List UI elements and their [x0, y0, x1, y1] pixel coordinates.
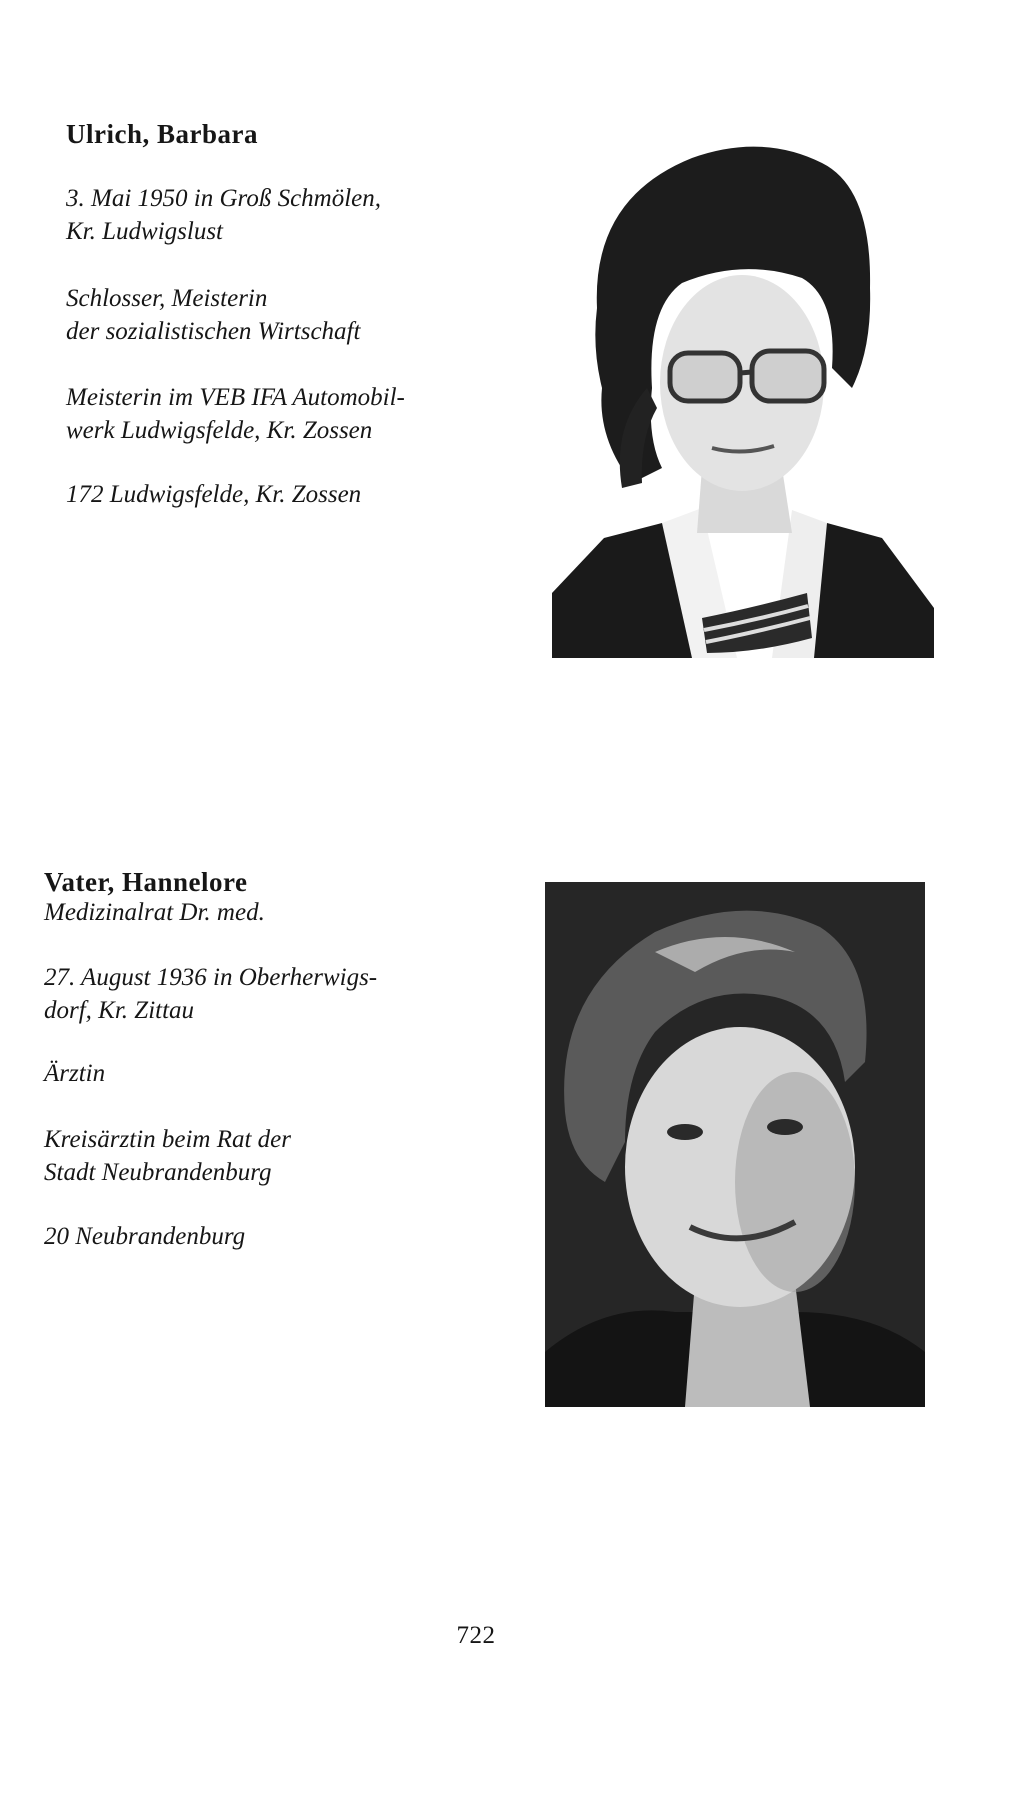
page-number: 722: [456, 1622, 496, 1649]
address-info: 20 Neubrandenburg: [44, 1223, 246, 1250]
address-info: 172 Ludwigsfelde, Kr. Zossen: [66, 481, 362, 508]
portrait-image: [545, 882, 925, 1407]
position-info: [44, 1123, 514, 1189]
portrait-photo-vater: [545, 882, 925, 1407]
position-line: werk Ludwigsfelde, Kr. Zossen: [66, 417, 373, 444]
birth-info: [44, 961, 514, 1027]
birth-line: 3. Mai 1950 in Groß Schmölen,: [66, 185, 382, 212]
birth-line: 27. August 1936 in Oberherwigs-: [44, 964, 378, 991]
academic-title: Medizinalrat Dr. med.: [44, 899, 265, 926]
occupation-info: [66, 282, 536, 348]
occupation-line: der sozialistischen Wirtschaft: [66, 318, 361, 345]
portrait-photo-ulrich: [552, 138, 934, 658]
position-line: Meisterin im VEB IFA Automobil-: [66, 384, 405, 411]
position-info: [66, 381, 536, 447]
position-line: Kreisärztin beim Rat der: [44, 1126, 291, 1153]
birth-info: [66, 182, 536, 248]
entry-ulrich-barbara: [66, 118, 536, 511]
occupation-info: Ärztin: [44, 1060, 106, 1087]
birth-line: Kr. Ludwigslust: [66, 218, 224, 245]
person-name: Vater, Hannelore: [44, 867, 248, 897]
person-name: Ulrich, Barbara: [66, 119, 258, 149]
entry-vater-hannelore: [44, 866, 514, 1253]
occupation-line: Schlosser, Meisterin: [66, 285, 268, 312]
portrait-image: [552, 138, 934, 658]
birth-line: dorf, Kr. Zittau: [44, 997, 195, 1024]
position-line: Stadt Neubrandenburg: [44, 1159, 272, 1186]
